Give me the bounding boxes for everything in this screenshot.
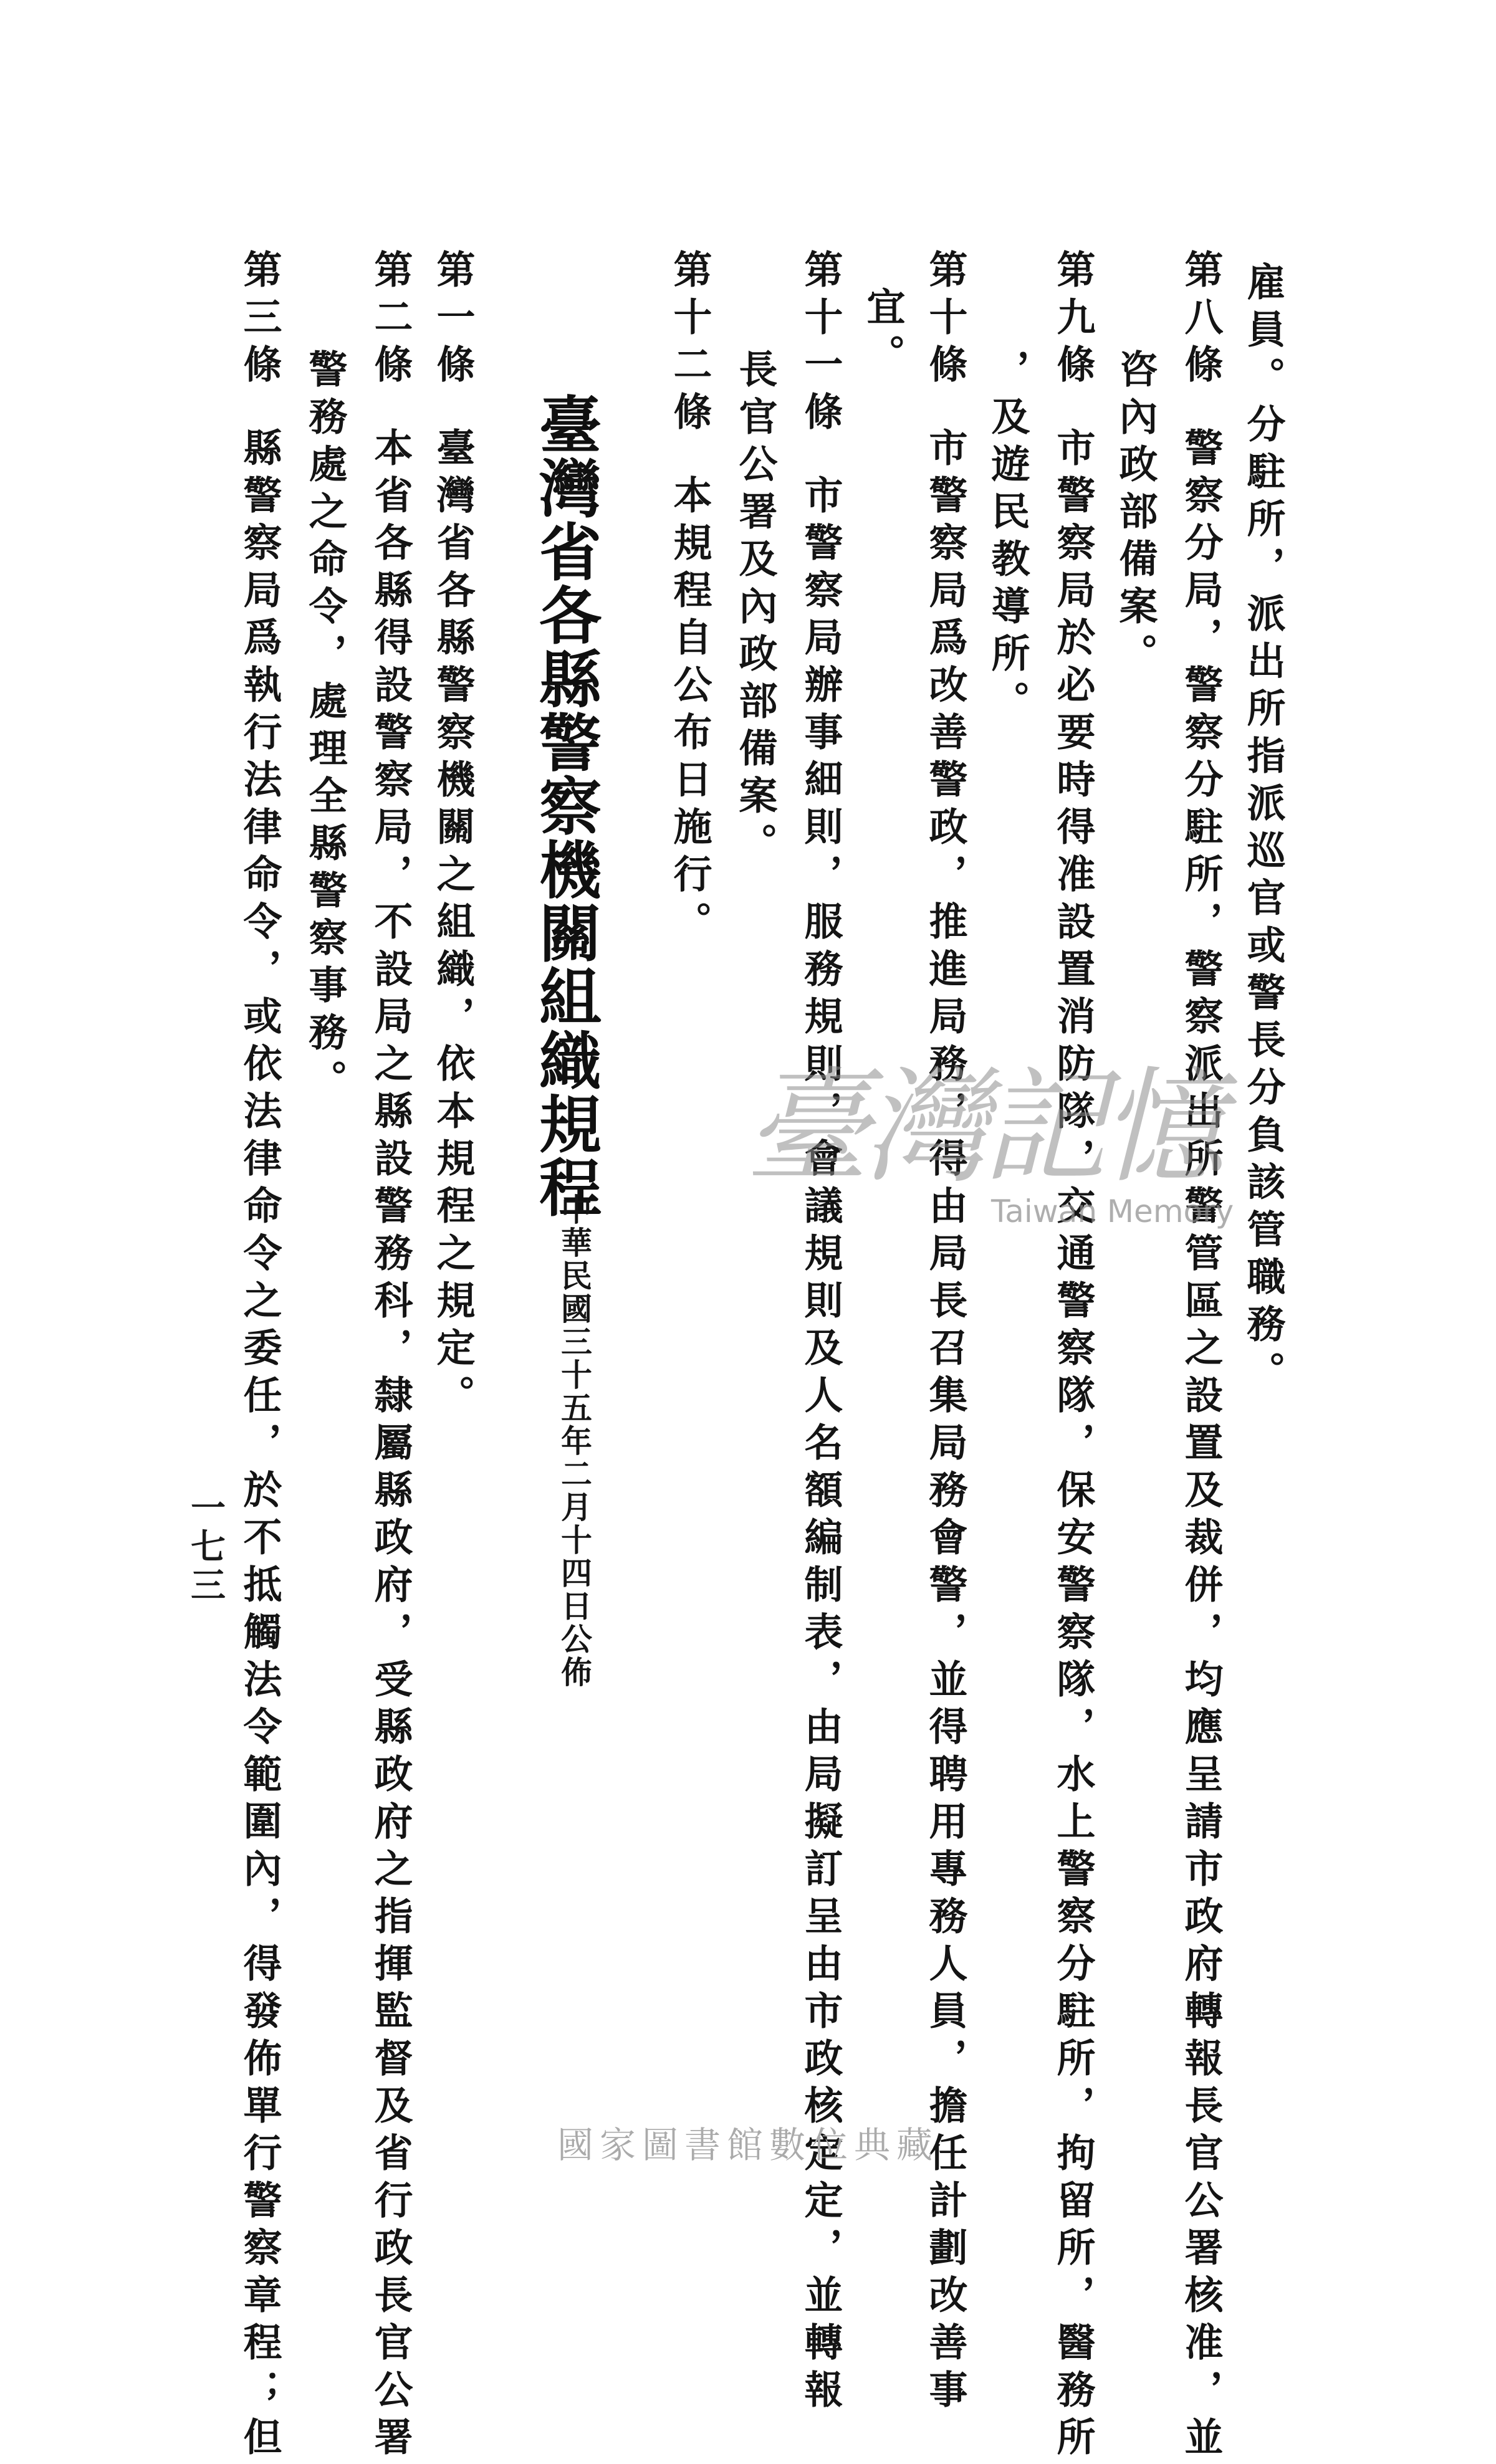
watermark-sub-text: Taiwan Memory — [991, 1193, 1234, 1230]
column-text: 臺灣省各縣警察機關之組織，依本規程之規定。 — [430, 427, 476, 1422]
article-11-column — [798, 249, 843, 2417]
article-label: 第二條 — [368, 249, 413, 391]
article-label: 第八條 — [1178, 249, 1224, 391]
article-label: 第十二條 — [667, 249, 712, 439]
column-text: 警務處之命令，處理全縣警察事務。 — [302, 349, 348, 1107]
column-text: 本規程自公布日施行。 — [667, 475, 712, 948]
article-label: 第九條 — [1050, 249, 1096, 391]
text-column-3 — [1113, 349, 1158, 680]
column-text: 市警察局於必要時得准設置消防隊，交通警察隊，保安警察隊，水上警察分駐所，拘留所，醫務所 — [1050, 427, 1096, 2464]
article-12-column — [667, 249, 712, 948]
promulgation-date: 中華民國三十五年二月十四日公佈 — [556, 1193, 593, 1689]
column-text: 宜。 — [860, 287, 906, 381]
article-label: 第三條 — [237, 249, 282, 391]
column-text: 雇員。分駐所，派出所指派巡官或警長分負該管職務。 — [1240, 262, 1286, 1398]
column-text: ，及遊民教導所。 — [985, 349, 1030, 728]
page-title: 臺灣省各縣警察機關組織規程 — [529, 393, 602, 1219]
text-column-1 — [1240, 262, 1286, 1398]
watermark-main-text: 臺灣記憶 — [745, 1055, 1219, 1200]
article-label: 第一條 — [430, 249, 476, 391]
column-text: 市警察局辦事細則，服務規則，會議規則及人名額編制表，由局擬訂呈由市政核定定，並轉報 — [798, 475, 843, 2417]
text-column-7 — [860, 287, 906, 381]
footer-collection-label: 國家圖書館數位典藏 — [557, 2124, 939, 2166]
column-text: 本省各縣得設警察局，不設局之縣設警務科，隸屬縣政府，受縣政府之指揮監督及省行政長官公署 — [368, 427, 413, 2464]
article-label: 第十一條 — [798, 249, 843, 439]
column-text: 長官公署及內政部備案。 — [732, 349, 778, 870]
text-column-5 — [985, 349, 1030, 728]
column-text: 警察分局，警察分駐所，警察派出所警管區之設置及裁併，均應呈請市政府轉報長官公署核准，並 — [1178, 427, 1224, 2464]
text-column-9 — [732, 349, 778, 870]
column-text: 咨內政部備案。 — [1113, 349, 1158, 680]
article-label: 第十條 — [923, 249, 968, 391]
article-1-column — [430, 249, 476, 1422]
article-10-column — [923, 249, 968, 2417]
column-text: 市警察局爲改善警政，推進局務，得由局長召集局務會警，並得聘用專務人員，擔任計劃改善事 — [923, 427, 968, 2417]
column-text: 縣警察局爲執行法律命令，或依法律命令之委任，於不抵觸法令範圍內，得發佈單行警察章程；但 — [237, 427, 282, 2464]
text-column-13 — [302, 349, 348, 1107]
page-number: 一七三 — [185, 1489, 226, 1605]
